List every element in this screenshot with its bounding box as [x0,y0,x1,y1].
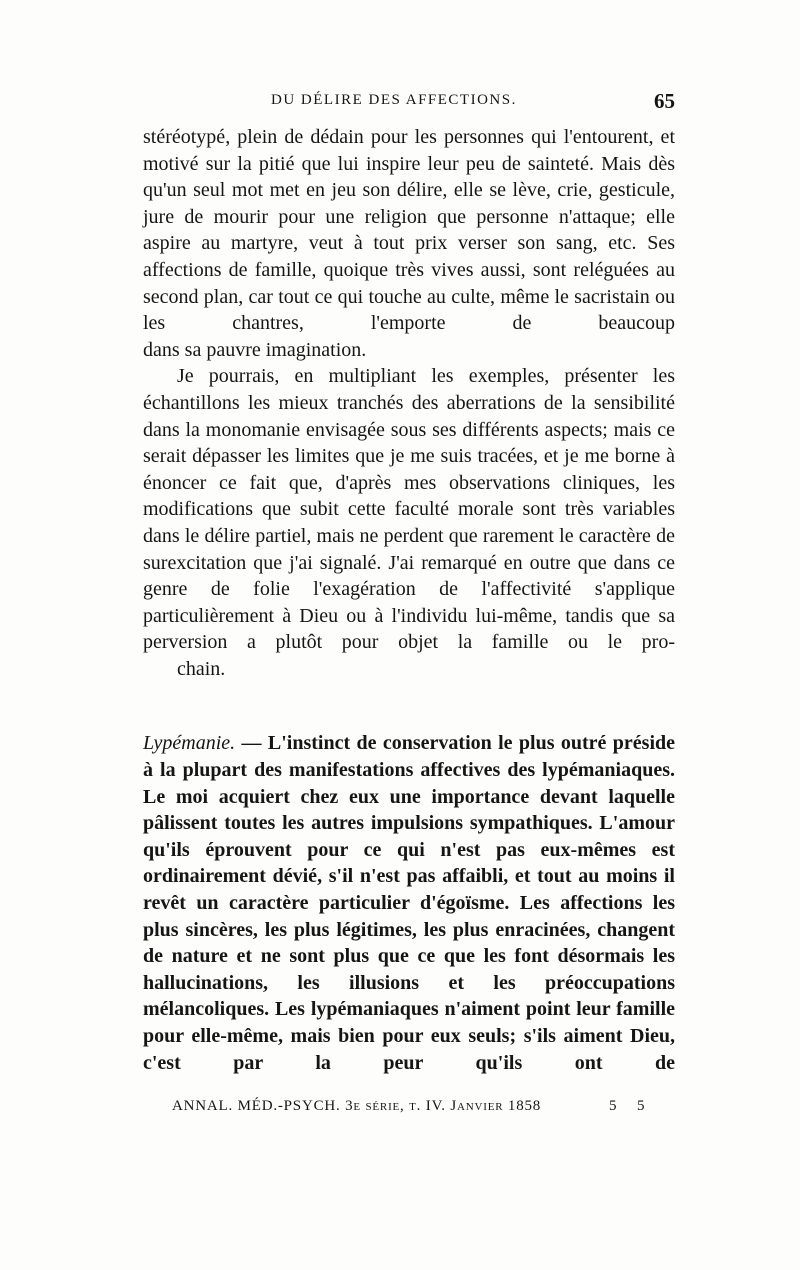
paragraph-3-text: — L'instinct de conservation le plus outré préside à la plupart des manifestations affectives des lypémaniaques. Le moi acquiert chez eux une importance devant laquelle pâlissent toutes les autres impulsions sympathiques. L'amour qu'ils éprouvent pour ce qui n'est pas eux-mêmes est ordinairement dévié, s'il n'est pas affaibli, et tout au moins il revêt un caractère particulier d'égoïsme. Les affections les plus sincères, les plus légitimes, les plus enracinées, changent de nature et ne sont plus que ce que les font désormais les hallucinations, les illusions et les préoccupations mélancoliques. Les lypémaniaques n'aiment point leur famille pour elle-même, mais bien pour eux seuls; s'ils aiment Dieu, c'est par la peur qu'ils ont de [143,732,675,1074]
paragraph-3 [143,730,675,1076]
journal-citation: ANNAL. MÉD.-PSYCH. 3e série, t. IV. Janvier 1858 [172,1098,542,1114]
paragraph-1 [143,124,675,363]
sheet-number: 5 [637,1098,646,1114]
footer-signature-line [172,1098,646,1115]
running-head [143,89,683,116]
signature-mark: 5 [609,1098,618,1114]
running-title: DU DÉLIRE DES AFFECTIONS. [271,92,517,108]
paragraph-2-text: Je pourrais, en multipliant les exemples, présenter les échantillons les mieux tranchés des aberrations de la sensibilité dans la monomanie envisagée sous ses différents aspects; mais ce serait dépasser les limites que je me suis tracées, et je me borne à énoncer ce fait que, d'après mes observations cliniques, les modifications que subit cette faculté morale sont très variables dans le délire partiel, mais ne perdent que rarement le caractère de surexcitation que j'ai signalé. J'ai remarqué en outre que dans ce genre de folie l'exagération de l'affectivité s'applique particulièrement à Dieu ou à l'individu lui-même, tandis que sa perversion a plutôt pour objet la famille ou le pro- [143,365,675,654]
section-heading-lypemanie: Lypémanie. [143,732,236,755]
body-text [143,124,675,1076]
page-number: 65 [654,89,675,113]
paragraph-1-last-line: dans sa pauvre imagination. [143,338,367,361]
paragraph-2 [143,363,675,682]
paragraph-1-text: stéréotypé, plein de dédain pour les personnes qui l'entourent, et motivé sur la pitié que lui inspire leur peu de sainteté. Mais dès qu'un seul mot met en jeu son délire, elle se lève, crie, gesticule, jure de mourir pour une religion que personne n'attaque; elle aspire au martyre, veut à tout prix verser son sang, etc. Ses affections de famille, quoique très vives aussi, sont reléguées au second plan, car tout ce qui touche au culte, même le sacristain ou les chantres, l'emporte de beaucoup [143,126,675,335]
paragraph-2-last-line: chain. [177,657,226,680]
